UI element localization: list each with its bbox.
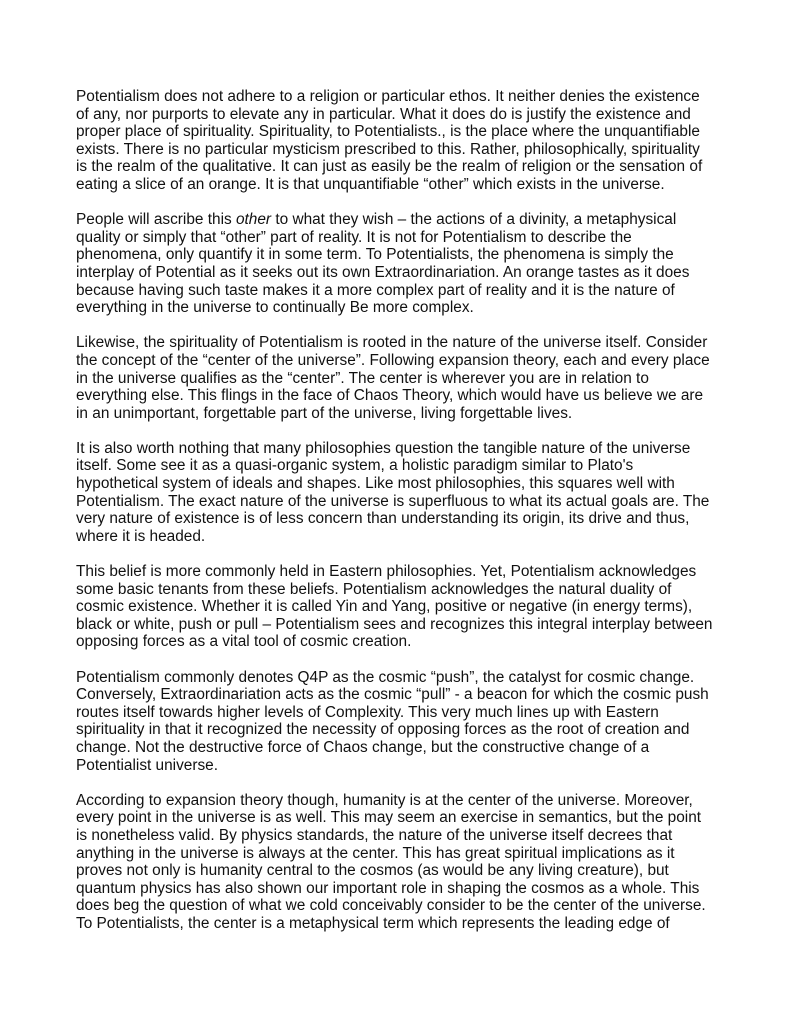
- text-line: black or white, push or pull – Potentialism sees and recognizes this integral interplay between: [76, 615, 713, 633]
- text-line: everything else. This flings in the face of Chaos Theory, which would have us believe we are: [76, 387, 704, 405]
- text-line: Potentialism. The exact nature of the universe is superfluous to what its actual goals are. The: [76, 492, 710, 510]
- text-line: quality or simply that “other” part of reality. It is not for Potentialism to describe the: [76, 228, 632, 246]
- text-line: in the universe qualifies as the “center”. The center is wherever you are in relation to: [76, 369, 649, 387]
- text-line: quantum physics has also shown our important role in shaping the cosmos as a whole. This: [76, 879, 700, 897]
- text-line: It is also worth nothing that many philosophies question the tangible nature of the universe: [76, 439, 691, 457]
- text-line: proper place of spirituality. Spirituality, to Potentialists., is the place where the unquantifiable: [76, 123, 700, 141]
- paragraph-4: [76, 440, 726, 546]
- text-line: phenomena, only quantify it in some term. To Potentialists, the phenomena is simply the: [76, 246, 674, 264]
- text-line: some basic tenants from these beliefs. Potentialism acknowledges the natural duality of: [76, 580, 672, 598]
- text-line: To Potentialists, the center is a metaphysical term which represents the leading edge of: [76, 914, 670, 932]
- text-line: in an unimportant, forgettable part of the universe, living forgettable lives.: [76, 404, 573, 422]
- text-line: the concept of the “center of the universe”. Following expansion theory, each and every place: [76, 351, 710, 369]
- paragraph-1: [76, 88, 726, 194]
- text-line: interplay of Potential as it seeks out its own Extraordinariation. An orange tastes as it does: [76, 263, 690, 281]
- text-line: Likewise, the spirituality of Potentialism is rooted in the nature of the universe itself. Consider: [76, 334, 708, 352]
- paragraph-7: [76, 792, 726, 933]
- paragraph-5: [76, 563, 726, 651]
- text-line: everything in the universe to continually Be more complex.: [76, 299, 474, 317]
- text-line: because having such taste makes it a more complex part of reality and it is the nature of: [76, 281, 675, 299]
- text-line: This belief is more commonly held in Eastern philosophies. Yet, Potentialism acknowledges: [76, 563, 697, 581]
- text-line: itself. Some see it as a quasi-organic system, a holistic paradigm similar to Plato's: [76, 457, 634, 475]
- text-line: proves not only is humanity central to the cosmos (as would be any living creature), but: [76, 862, 669, 880]
- text-line: Potentialism commonly denotes Q4P as the cosmic “push”, the catalyst for cosmic change.: [76, 668, 695, 686]
- text-line: hypothetical system of ideals and shapes. Like most philosophies, this squares well with: [76, 475, 675, 493]
- text-line: does beg the question of what we cold conceivably consider to be the center of the universe.: [76, 897, 706, 915]
- body-text: [76, 88, 726, 950]
- text-line: very nature of existence is of less concern than understanding its origin, its drive and thus,: [76, 510, 690, 528]
- text-line: change. Not the destructive force of Chaos change, but the constructive change of a: [76, 738, 650, 756]
- text-line: opposing forces as a vital tool of cosmic creation.: [76, 633, 412, 651]
- text-line: is the realm of the qualitative. It can just as easily be the realm of religion or the sensation of: [76, 158, 703, 176]
- text-line: is nonetheless valid. By physics standards, the nature of the universe itself decrees that: [76, 826, 673, 844]
- paragraph-3: [76, 334, 726, 422]
- text-line: eating a slice of an orange. It is that unquantifiable “other” which exists in the universe.: [76, 175, 665, 193]
- text-line: According to expansion theory though, humanity is at the center of the universe. Moreover,: [76, 791, 693, 809]
- text-line: exists. There is no particular mysticism prescribed to this. Rather, philosophically, spirituality: [76, 140, 700, 158]
- text-line: Potentialism does not adhere to a religion or particular ethos. It neither denies the existence: [76, 88, 700, 105]
- text-line: spirituality in that it recognized the necessity of opposing forces as the root of creation and: [76, 721, 690, 739]
- emphasized-word: other: [235, 211, 272, 229]
- paragraph-6: [76, 669, 726, 775]
- text-line: every point in the universe is as well. This may seem an exercise in semantics, but the point: [76, 809, 702, 827]
- text-line: routes itself towards higher levels of Complexity. This very much lines up with Eastern: [76, 703, 659, 721]
- text-line: cosmic existence. Whether it is called Yin and Yang, positive or negative (in energy terms),: [76, 598, 693, 616]
- text-line: where it is headed.: [76, 527, 206, 545]
- text-line-with-italic: People will ascribe this other to what they wish – the actions of a divinity, a metaphysical: [76, 211, 677, 229]
- text-line: Conversely, Extraordinariation acts as the cosmic “pull” - a beacon for which the cosmic push: [76, 686, 709, 704]
- text-line: of any, nor purports to elevate any in particular. What it does do is justify the existence and: [76, 105, 691, 123]
- paragraph-2: [76, 211, 726, 317]
- text-line: anything in the universe is always at the center. This has great spiritual implications as it: [76, 844, 675, 862]
- text-line: Potentialist universe.: [76, 756, 219, 774]
